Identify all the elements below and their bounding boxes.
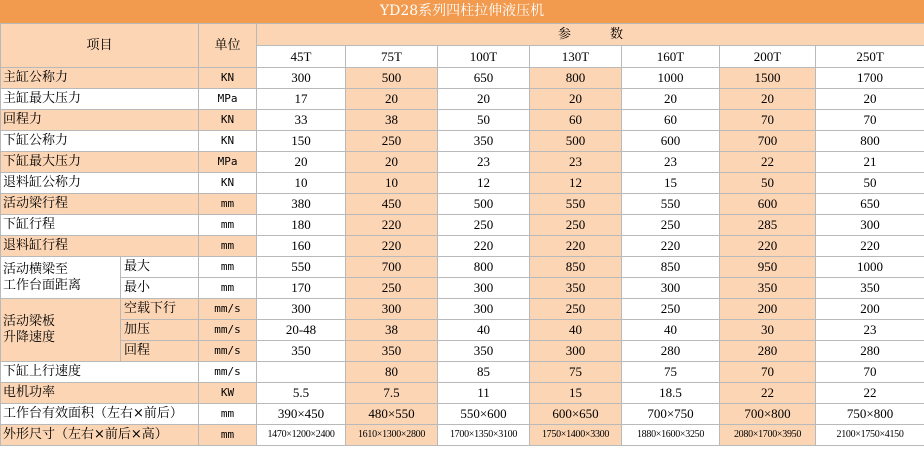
- value-cell: 160: [257, 236, 346, 257]
- row-unit: mm: [199, 404, 257, 425]
- value-cell: 300: [438, 299, 530, 320]
- value-cell: 350: [438, 341, 530, 362]
- value-cell: 250: [622, 299, 720, 320]
- value-cell: 350: [816, 278, 924, 299]
- value-cell: 280: [816, 341, 924, 362]
- table-row: [1, 215, 924, 236]
- value-cell: 250: [346, 131, 438, 152]
- value-cell: 23: [816, 320, 924, 341]
- model-header-6: 250T: [816, 46, 924, 68]
- value-cell: 1610×1300×2800: [346, 425, 438, 446]
- table-row: [1, 404, 924, 425]
- value-cell: 350: [530, 278, 622, 299]
- table-row: [1, 173, 924, 194]
- value-cell: 20-48: [257, 320, 346, 341]
- row-sub-label: 回程: [121, 341, 199, 362]
- value-cell: 70: [720, 110, 816, 131]
- row-label: 活动梁行程: [1, 194, 199, 215]
- value-cell: 250: [622, 215, 720, 236]
- table-row: [1, 68, 924, 89]
- value-cell: 20: [346, 152, 438, 173]
- value-cell: 220: [816, 236, 924, 257]
- value-cell: 150: [257, 131, 346, 152]
- model-header-4: 160T: [622, 46, 720, 68]
- value-cell: 75: [622, 362, 720, 383]
- value-cell: 250: [438, 215, 530, 236]
- row-label: 回程力: [1, 110, 199, 131]
- value-cell: 250: [346, 278, 438, 299]
- model-header-3: 130T: [530, 46, 622, 68]
- row-label: 外形尺寸（左右×前后×高）: [1, 425, 199, 446]
- value-cell: 11: [438, 383, 530, 404]
- row-label: 主缸最大压力: [1, 89, 199, 110]
- row-label: 下缸公称力: [1, 131, 199, 152]
- value-cell: 550: [622, 194, 720, 215]
- value-cell: 38: [346, 110, 438, 131]
- value-cell: 22: [720, 383, 816, 404]
- value-cell: 20: [720, 89, 816, 110]
- row-label: 电机功率: [1, 383, 199, 404]
- value-cell: 20: [530, 89, 622, 110]
- value-cell: 170: [257, 278, 346, 299]
- value-cell: 23: [622, 152, 720, 173]
- value-cell: 21: [816, 152, 924, 173]
- group-label: [1, 299, 121, 362]
- value-cell: 2100×1750×4150: [816, 425, 924, 446]
- value-cell: 17: [257, 89, 346, 110]
- table-row: [1, 299, 924, 320]
- row-label: 主缸公称力: [1, 68, 199, 89]
- spec-table: [0, 23, 924, 446]
- row-unit: mm: [199, 257, 257, 278]
- value-cell: 850: [530, 257, 622, 278]
- row-label: 下缸行程: [1, 215, 199, 236]
- value-cell: 700: [346, 257, 438, 278]
- value-cell: 500: [346, 68, 438, 89]
- value-cell: 300: [346, 299, 438, 320]
- table-row: [1, 341, 924, 362]
- value-cell: 10: [257, 173, 346, 194]
- value-cell: 18.5: [622, 383, 720, 404]
- row-unit: MPa: [199, 152, 257, 173]
- row-unit: mm: [199, 425, 257, 446]
- header-item: 项目: [1, 24, 199, 68]
- value-cell: 500: [438, 194, 530, 215]
- row-unit: MPa: [199, 89, 257, 110]
- value-cell: 300: [530, 341, 622, 362]
- value-cell: 300: [622, 278, 720, 299]
- value-cell: 950: [720, 257, 816, 278]
- header-row-1: [1, 24, 924, 46]
- value-cell: 450: [346, 194, 438, 215]
- row-unit: KW: [199, 383, 257, 404]
- model-header-1: 75T: [346, 46, 438, 68]
- value-cell: 60: [530, 110, 622, 131]
- value-cell: 220: [622, 236, 720, 257]
- value-cell: 750×800: [816, 404, 924, 425]
- value-cell: 600: [622, 131, 720, 152]
- value-cell: 1700: [816, 68, 924, 89]
- value-cell: 220: [346, 236, 438, 257]
- value-cell: 600×650: [530, 404, 622, 425]
- value-cell: 50: [438, 110, 530, 131]
- value-cell: 40: [530, 320, 622, 341]
- value-cell: 285: [720, 215, 816, 236]
- value-cell: 7.5: [346, 383, 438, 404]
- group-label-line: 工作台面距离: [3, 277, 82, 293]
- row-unit: KN: [199, 173, 257, 194]
- value-cell: 250: [530, 215, 622, 236]
- group-label-line: 升降速度: [3, 330, 56, 345]
- value-cell: 180: [257, 215, 346, 236]
- value-cell: 5.5: [257, 383, 346, 404]
- value-cell: 1750×1400×3300: [530, 425, 622, 446]
- value-cell: 80: [346, 362, 438, 383]
- value-cell: 2080×1700×3950: [720, 425, 816, 446]
- value-cell: 30: [720, 320, 816, 341]
- table-row: [1, 110, 924, 131]
- row-unit: KN: [199, 68, 257, 89]
- row-unit: KN: [199, 110, 257, 131]
- value-cell: 800: [530, 68, 622, 89]
- value-cell: 20: [257, 152, 346, 173]
- table-row: [1, 425, 924, 446]
- value-cell: 500: [530, 131, 622, 152]
- value-cell: 300: [438, 278, 530, 299]
- value-cell: [257, 362, 346, 383]
- value-cell: 1500: [720, 68, 816, 89]
- value-cell: 350: [720, 278, 816, 299]
- value-cell: 200: [816, 299, 924, 320]
- value-cell: 850: [622, 257, 720, 278]
- value-cell: 650: [816, 194, 924, 215]
- value-cell: 1880×1600×3250: [622, 425, 720, 446]
- value-cell: 1470×1200×2400: [257, 425, 346, 446]
- value-cell: 33: [257, 110, 346, 131]
- value-cell: 390×450: [257, 404, 346, 425]
- value-cell: 220: [720, 236, 816, 257]
- value-cell: 300: [816, 215, 924, 236]
- value-cell: 20: [816, 89, 924, 110]
- value-cell: 350: [346, 341, 438, 362]
- value-cell: 650: [438, 68, 530, 89]
- value-cell: 50: [816, 173, 924, 194]
- row-unit: mm: [199, 215, 257, 236]
- value-cell: 20: [438, 89, 530, 110]
- value-cell: 60: [622, 110, 720, 131]
- value-cell: 550×600: [438, 404, 530, 425]
- value-cell: 300: [257, 299, 346, 320]
- row-unit: mm/s: [199, 299, 257, 320]
- row-sub-label: 最大: [121, 257, 199, 278]
- group-label-line: 活动梁板: [3, 314, 56, 329]
- table-row: [1, 320, 924, 341]
- value-cell: 800: [438, 257, 530, 278]
- value-cell: 70: [816, 362, 924, 383]
- value-cell: 1700×1350×3100: [438, 425, 530, 446]
- value-cell: 380: [257, 194, 346, 215]
- value-cell: 1000: [816, 257, 924, 278]
- header-params: 参 数: [257, 24, 924, 46]
- value-cell: 1000: [622, 68, 720, 89]
- table-row: [1, 194, 924, 215]
- value-cell: 10: [346, 173, 438, 194]
- value-cell: 12: [438, 173, 530, 194]
- value-cell: 700×800: [720, 404, 816, 425]
- table-row: [1, 236, 924, 257]
- row-sub-label: 空载下行: [121, 299, 199, 320]
- sheet-title: YD28系列四柱拉伸液压机: [0, 0, 924, 23]
- group-label: [1, 257, 121, 299]
- row-label: 下缸上行速度: [1, 362, 199, 383]
- table-row: [1, 152, 924, 173]
- row-label: 退料缸行程: [1, 236, 199, 257]
- value-cell: 50: [720, 173, 816, 194]
- value-cell: 38: [346, 320, 438, 341]
- row-unit: mm: [199, 278, 257, 299]
- value-cell: 350: [257, 341, 346, 362]
- group-label-line: 活动横梁至: [3, 261, 69, 277]
- table-row: [1, 89, 924, 110]
- model-header-5: 200T: [720, 46, 816, 68]
- value-cell: 480×550: [346, 404, 438, 425]
- model-header-2: 100T: [438, 46, 530, 68]
- value-cell: 550: [530, 194, 622, 215]
- value-cell: 600: [720, 194, 816, 215]
- value-cell: 550: [257, 257, 346, 278]
- value-cell: 15: [530, 383, 622, 404]
- value-cell: 75: [530, 362, 622, 383]
- value-cell: 22: [720, 152, 816, 173]
- row-unit: mm: [199, 236, 257, 257]
- table-row: [1, 131, 924, 152]
- value-cell: 85: [438, 362, 530, 383]
- value-cell: 22: [816, 383, 924, 404]
- value-cell: 220: [346, 215, 438, 236]
- value-cell: 220: [530, 236, 622, 257]
- row-unit: mm: [199, 194, 257, 215]
- table-row: [1, 278, 924, 299]
- value-cell: 250: [530, 299, 622, 320]
- value-cell: 220: [438, 236, 530, 257]
- value-cell: 20: [346, 89, 438, 110]
- row-label: 退料缸公称力: [1, 173, 199, 194]
- value-cell: 20: [622, 89, 720, 110]
- table-row: [1, 383, 924, 404]
- table-row: [1, 362, 924, 383]
- value-cell: 280: [622, 341, 720, 362]
- value-cell: 23: [438, 152, 530, 173]
- value-cell: 300: [257, 68, 346, 89]
- value-cell: 700: [720, 131, 816, 152]
- value-cell: 350: [438, 131, 530, 152]
- model-header-0: 45T: [257, 46, 346, 68]
- row-sub-label: 加压: [121, 320, 199, 341]
- row-label: 工作台有效面积（左右×前后）: [1, 404, 199, 425]
- value-cell: 40: [622, 320, 720, 341]
- row-unit: mm/s: [199, 320, 257, 341]
- row-unit: mm/s: [199, 341, 257, 362]
- value-cell: 40: [438, 320, 530, 341]
- value-cell: 700×750: [622, 404, 720, 425]
- table-row: [1, 257, 924, 278]
- row-unit: mm/s: [199, 362, 257, 383]
- row-unit: KN: [199, 131, 257, 152]
- value-cell: 23: [530, 152, 622, 173]
- value-cell: 800: [816, 131, 924, 152]
- value-cell: 70: [720, 362, 816, 383]
- value-cell: 12: [530, 173, 622, 194]
- row-sub-label: 最小: [121, 278, 199, 299]
- row-label: 下缸最大压力: [1, 152, 199, 173]
- value-cell: 280: [720, 341, 816, 362]
- header-unit: 单位: [199, 24, 257, 68]
- value-cell: 15: [622, 173, 720, 194]
- value-cell: 70: [816, 110, 924, 131]
- value-cell: 200: [720, 299, 816, 320]
